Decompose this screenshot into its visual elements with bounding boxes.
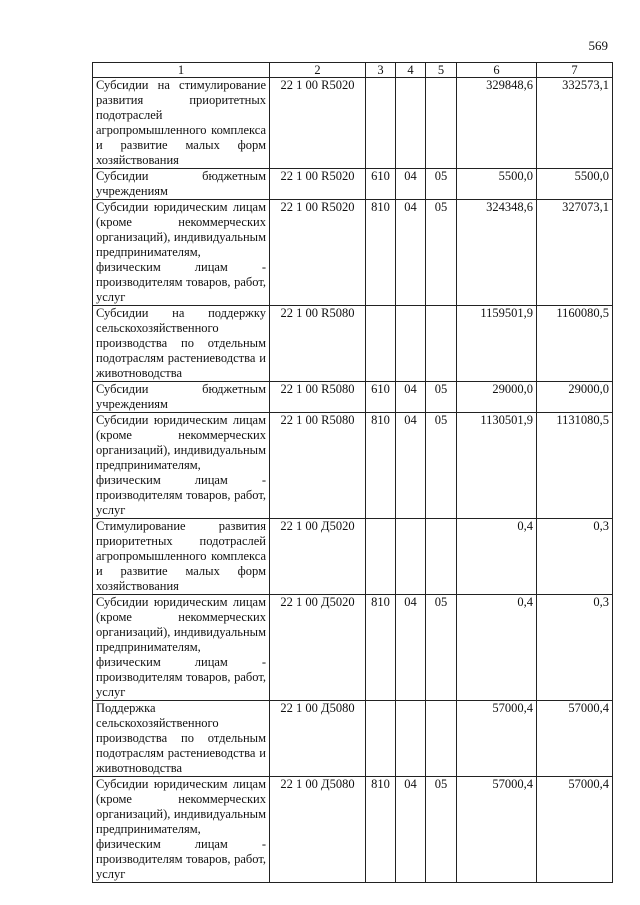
subsection-cell: 05	[426, 382, 457, 413]
subsection-cell	[426, 78, 457, 169]
expense-name-cell: Субсидии юридическим лицам (кроме некоммерческих организаций), индивидуальным предпринимателям, физическим лицам - производителям товаров, работ, услуг	[93, 200, 270, 306]
amount-year1-cell: 5500,0	[457, 169, 537, 200]
target-code-cell: 22 1 00 R5080	[270, 306, 366, 382]
expense-type-cell	[366, 519, 396, 595]
target-code-cell: 22 1 00 R5080	[270, 382, 366, 413]
expense-type-cell: 810	[366, 200, 396, 306]
section-cell: 04	[396, 595, 426, 701]
table-row	[93, 701, 613, 777]
section-cell: 04	[396, 200, 426, 306]
expense-name-cell: Субсидии на поддержку сельскохозяйственного производства по отдельным подотраслям растениеводства и животноводства	[93, 306, 270, 382]
column-header: 6	[457, 63, 537, 78]
expense-type-cell: 810	[366, 413, 396, 519]
column-header: 4	[396, 63, 426, 78]
expense-name-cell: Субсидии бюджетным учреждениям	[93, 382, 270, 413]
section-cell: 04	[396, 777, 426, 883]
table-row	[93, 595, 613, 701]
amount-year1-cell: 0,4	[457, 595, 537, 701]
expense-name-cell: Стимулирование развития приоритетных подотраслей агропромышленного комплекса и развитие малых форм хозяйствования	[93, 519, 270, 595]
subsection-cell	[426, 519, 457, 595]
amount-year1-cell: 29000,0	[457, 382, 537, 413]
column-header: 5	[426, 63, 457, 78]
target-code-cell: 22 1 00 R5020	[270, 78, 366, 169]
column-header: 7	[537, 63, 613, 78]
expense-type-cell	[366, 78, 396, 169]
table-row	[93, 413, 613, 519]
expense-type-cell: 810	[366, 777, 396, 883]
target-code-cell: 22 1 00 Д5080	[270, 701, 366, 777]
amount-year2-cell: 332573,1	[537, 78, 613, 169]
expense-type-cell: 610	[366, 169, 396, 200]
amount-year2-cell: 5500,0	[537, 169, 613, 200]
section-cell: 04	[396, 413, 426, 519]
table-row	[93, 519, 613, 595]
page-number: 569	[588, 38, 608, 53]
amount-year2-cell: 0,3	[537, 595, 613, 701]
amount-year1-cell: 0,4	[457, 519, 537, 595]
target-code-cell: 22 1 00 R5020	[270, 200, 366, 306]
amount-year1-cell: 1159501,9	[457, 306, 537, 382]
expense-name-cell: Субсидии юридическим лицам (кроме некоммерческих организаций), индивидуальным предпринимателям, физическим лицам - производителям товаров, работ, услуг	[93, 413, 270, 519]
expense-name-cell: Субсидии на стимулирование развития приоритетных подотраслей агропромышленного комплекса и развитие малых форм хозяйствования	[93, 78, 270, 169]
table-row	[93, 382, 613, 413]
expense-name-cell: Субсидии бюджетным учреждениям	[93, 169, 270, 200]
expense-name-cell: Поддержка сельскохозяйственного производства по отдельным подотраслям растениеводства и животноводства	[93, 701, 270, 777]
table-header-row	[93, 63, 613, 78]
subsection-cell: 05	[426, 413, 457, 519]
column-header: 1	[93, 63, 270, 78]
table-row	[93, 777, 613, 883]
section-cell	[396, 306, 426, 382]
amount-year2-cell: 0,3	[537, 519, 613, 595]
budget-table	[92, 62, 613, 883]
amount-year2-cell: 29000,0	[537, 382, 613, 413]
section-cell	[396, 701, 426, 777]
subsection-cell: 05	[426, 595, 457, 701]
column-header: 3	[366, 63, 396, 78]
amount-year1-cell: 1130501,9	[457, 413, 537, 519]
amount-year2-cell: 327073,1	[537, 200, 613, 306]
expense-type-cell	[366, 701, 396, 777]
expense-name-cell: Субсидии юридическим лицам (кроме некоммерческих организаций), индивидуальным предпринимателям, физическим лицам - производителям товаров, работ, услуг	[93, 595, 270, 701]
expense-name-cell: Субсидии юридическим лицам (кроме некоммерческих организаций), индивидуальным предпринимателям, физическим лицам - производителям товаров, работ, услуг	[93, 777, 270, 883]
amount-year1-cell: 57000,4	[457, 777, 537, 883]
amount-year1-cell: 57000,4	[457, 701, 537, 777]
table-row	[93, 78, 613, 169]
amount-year2-cell: 1131080,5	[537, 413, 613, 519]
table-row	[93, 200, 613, 306]
subsection-cell	[426, 701, 457, 777]
column-header: 2	[270, 63, 366, 78]
subsection-cell	[426, 306, 457, 382]
expense-type-cell	[366, 306, 396, 382]
section-cell	[396, 519, 426, 595]
subsection-cell: 05	[426, 200, 457, 306]
amount-year1-cell: 329848,6	[457, 78, 537, 169]
amount-year2-cell: 1160080,5	[537, 306, 613, 382]
amount-year2-cell: 57000,4	[537, 777, 613, 883]
subsection-cell: 05	[426, 169, 457, 200]
section-cell	[396, 78, 426, 169]
table-row	[93, 306, 613, 382]
target-code-cell: 22 1 00 R5020	[270, 169, 366, 200]
target-code-cell: 22 1 00 Д5080	[270, 777, 366, 883]
section-cell: 04	[396, 169, 426, 200]
amount-year1-cell: 324348,6	[457, 200, 537, 306]
table-row	[93, 169, 613, 200]
subsection-cell: 05	[426, 777, 457, 883]
expense-type-cell: 810	[366, 595, 396, 701]
amount-year2-cell: 57000,4	[537, 701, 613, 777]
expense-type-cell: 610	[366, 382, 396, 413]
target-code-cell: 22 1 00 Д5020	[270, 595, 366, 701]
section-cell: 04	[396, 382, 426, 413]
target-code-cell: 22 1 00 Д5020	[270, 519, 366, 595]
target-code-cell: 22 1 00 R5080	[270, 413, 366, 519]
